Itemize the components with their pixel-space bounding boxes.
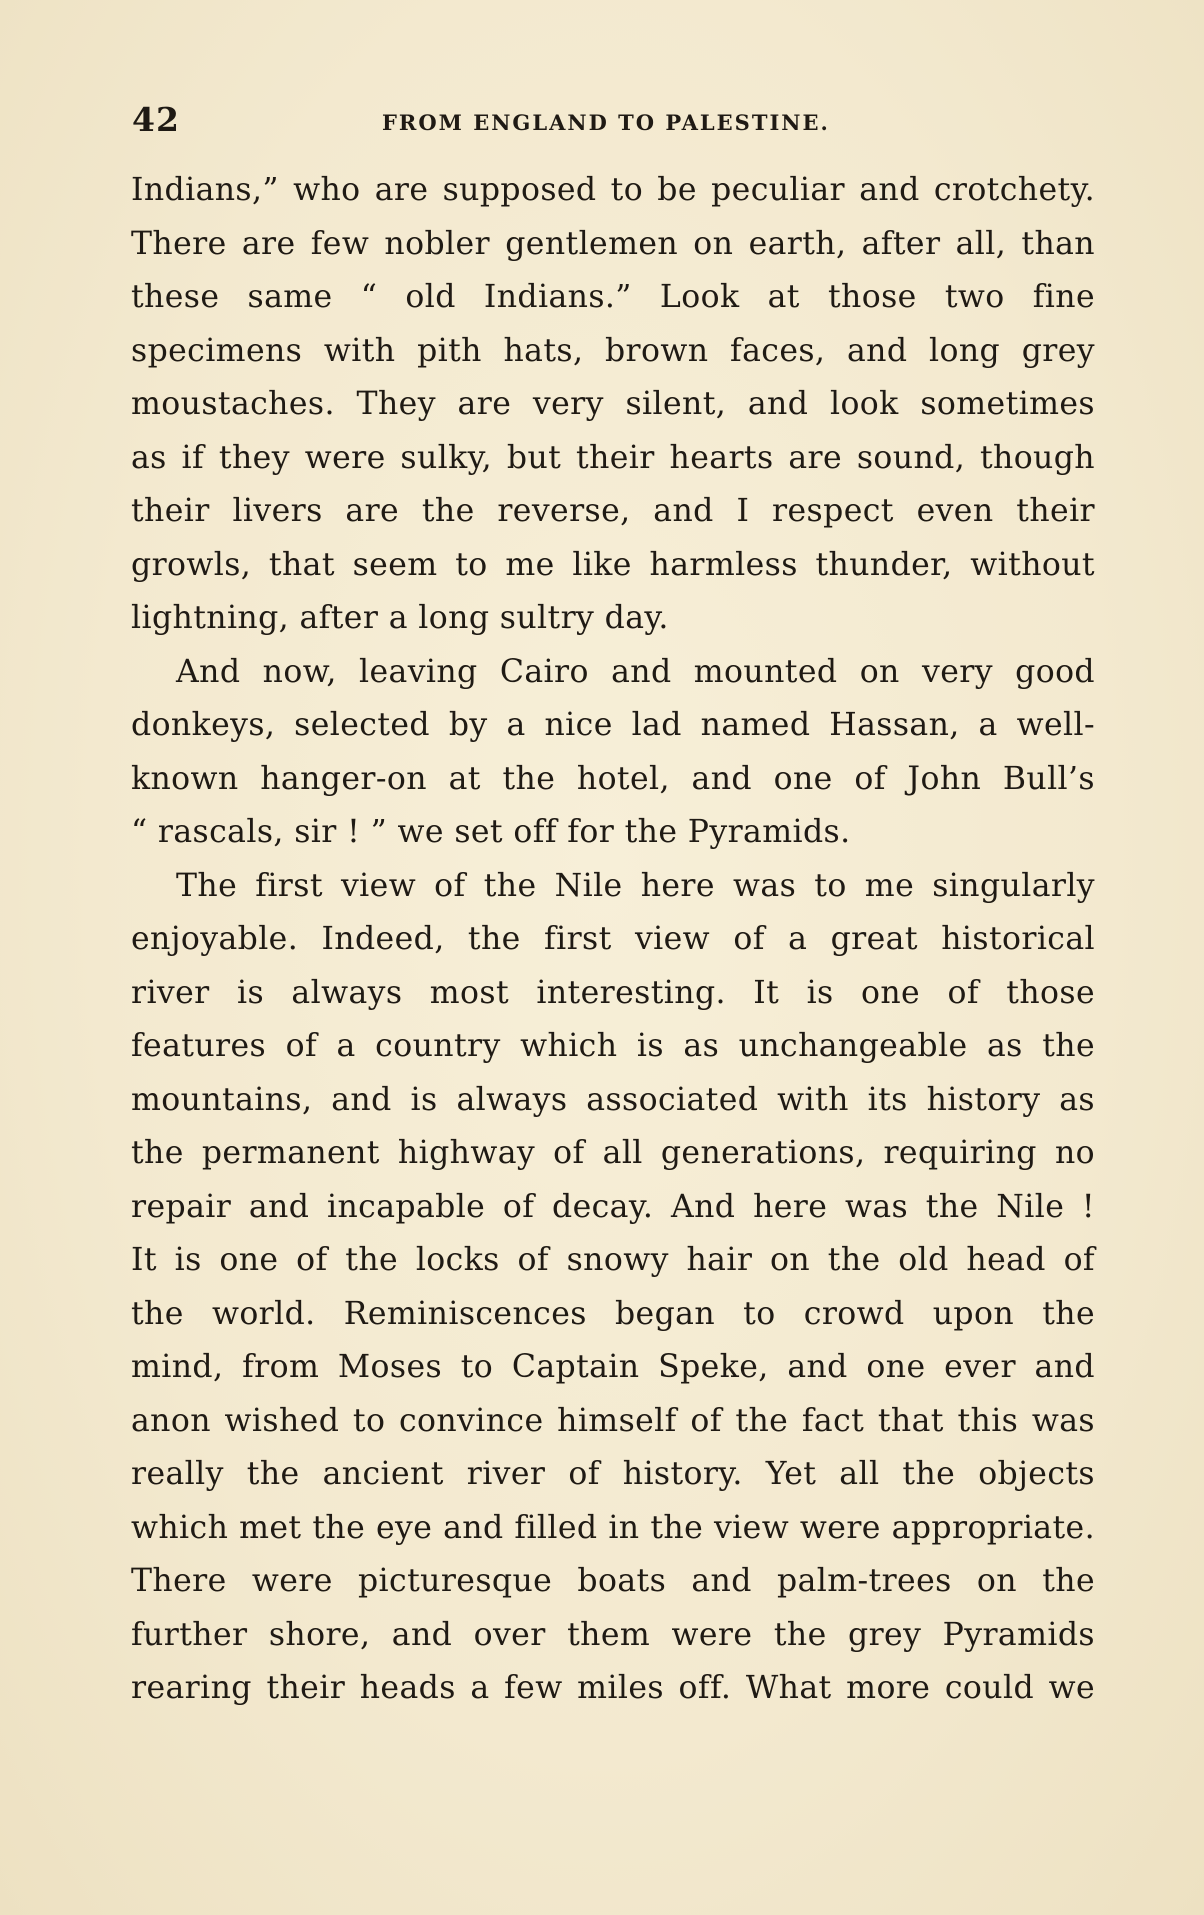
text-line: their livers are the reverse, and I respect even their [131,493,1095,529]
text-line: It is one of the locks of snowy hair on the old head of [131,1242,1095,1278]
text-line: the permanent highway of all generations, requiring no [131,1135,1095,1171]
text-line: these same “ old Indians.” Look at those two fine [131,279,1095,315]
text-line: enjoyable. Indeed, the first view of a great historical [131,921,1095,957]
text-line: rearing their heads a few miles off. What more could we [131,1670,1095,1706]
body-text [131,164,1095,1716]
text-line: “ rascals, sir ! ” we set off for the Pyramids. [131,814,851,850]
text-line: Indians,” who are supposed to be peculiar and crotchety. [131,172,1095,208]
text-line: really the ancient river of history. Yet all the objects [131,1456,1095,1492]
text-line: features of a country which is as unchangeable as the [131,1028,1095,1064]
page-header [132,100,1092,140]
text-line: The first view of the Nile here was to me singularly [176,867,1095,904]
text-line: growls, that seem to me like harmless thunder, without [131,546,1095,583]
text-line: donkeys, selected by a nice lad named Hassan, a well- [131,707,1095,743]
text-line: There were picturesque boats and palm-trees on the [131,1563,1095,1599]
page-number: 42 [132,100,180,139]
text-line: which met the eye and filled in the view were appropriate. [131,1509,1095,1546]
text-line: known hanger-on at the hotel, and one of John Bull’s [131,760,1095,797]
text-line: lightning, after a long sultry day. [131,600,669,636]
running-head: FROM ENGLAND TO PALESTINE. [382,110,830,135]
text-line: specimens with pith hats, brown faces, and long grey [131,332,1095,369]
text-line: mountains, and is always associated with its history as [131,1081,1095,1118]
text-line: repair and incapable of decay. And here was the Nile ! [131,1188,1095,1225]
text-line: as if they were sulky, but their hearts are sound, though [131,439,1095,476]
text-line: moustaches. They are very silent, and look sometimes [131,386,1095,422]
text-line: mind, from Moses to Captain Speke, and one ever and [131,1349,1095,1385]
text-line: the world. Reminiscences began to crowd upon the [131,1295,1095,1332]
text-line: river is always most interesting. It is one of those [131,974,1095,1011]
text-line: anon wished to convince himself of the fact that this was [131,1402,1095,1439]
text-line: And now, leaving Cairo and mounted on very good [176,653,1095,690]
text-line: There are few nobler gentlemen on earth, after all, than [131,225,1095,262]
text-line: further shore, and over them were the grey Pyramids [131,1616,1095,1653]
